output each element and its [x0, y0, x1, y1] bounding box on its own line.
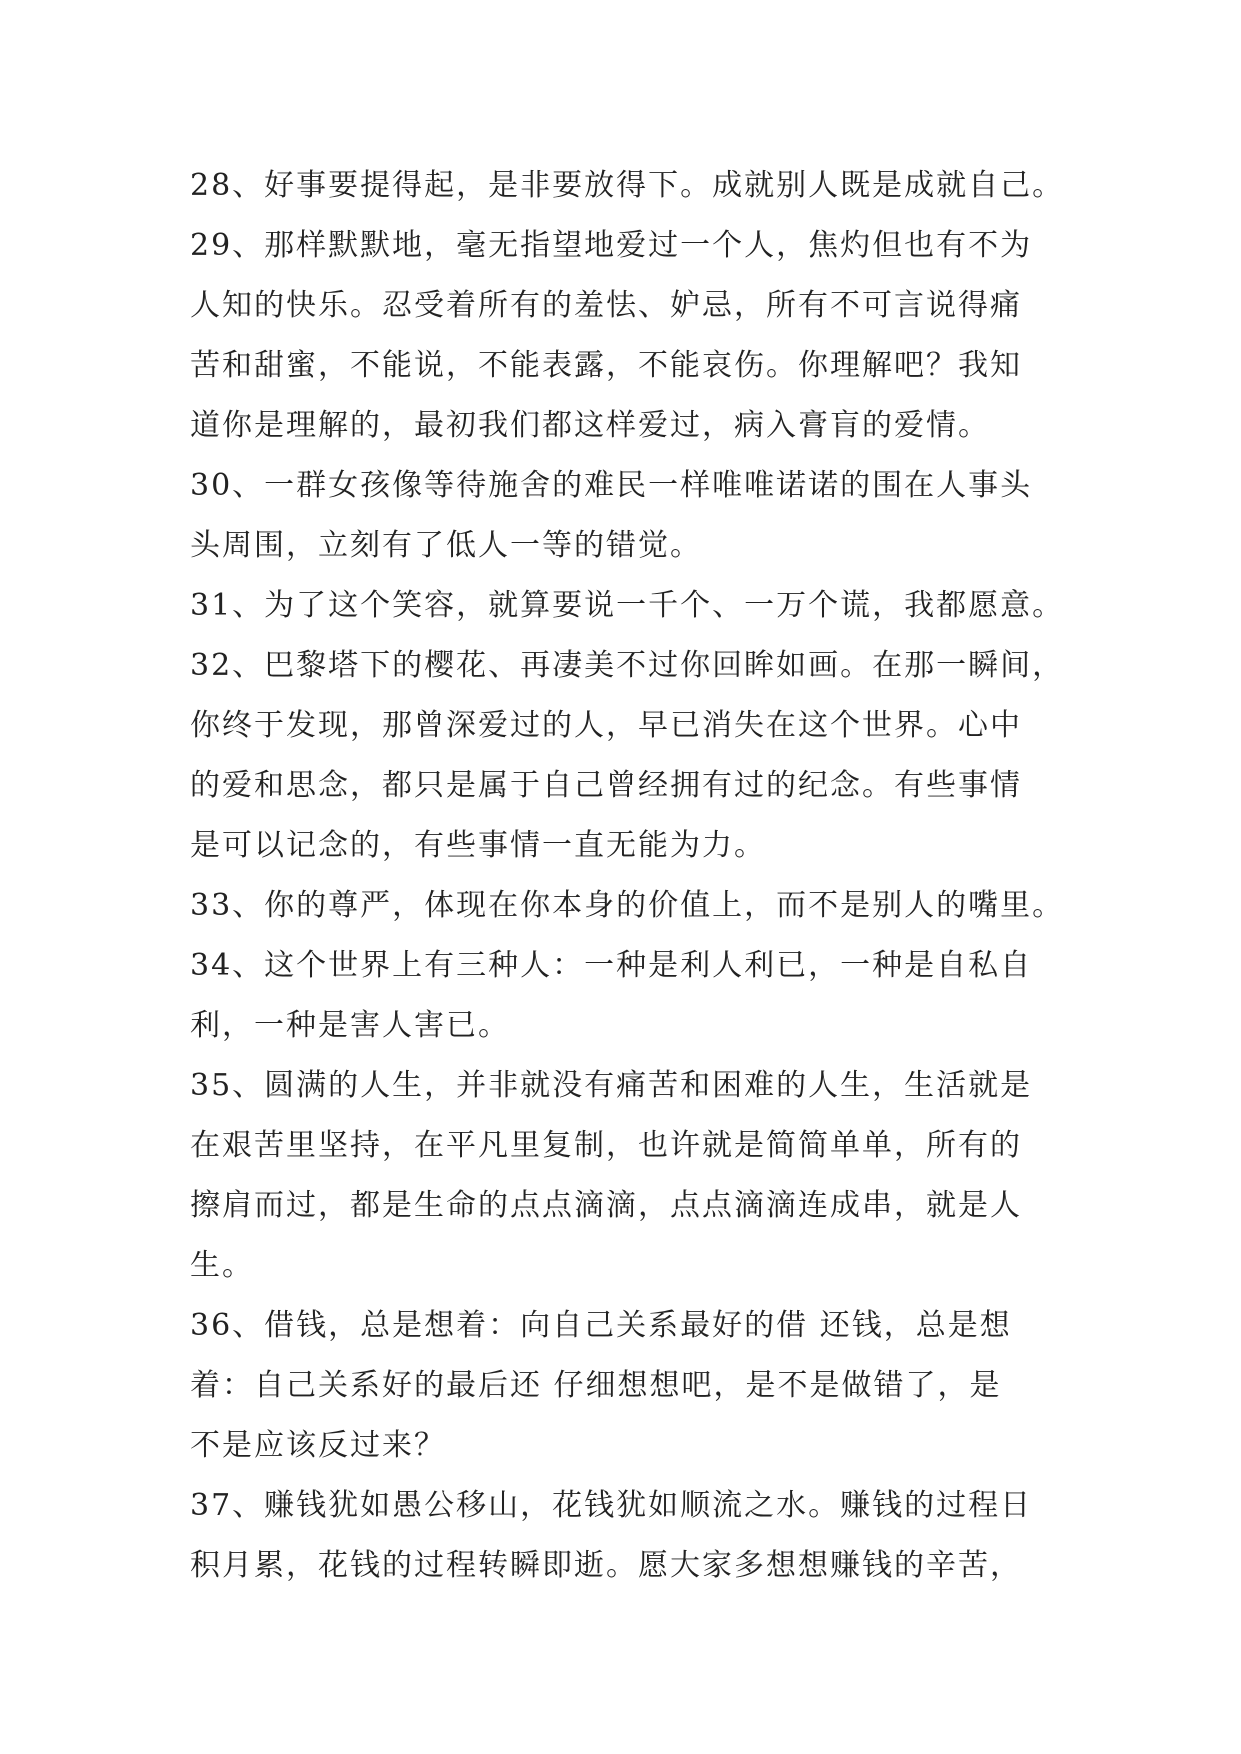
- text-line: 在艰苦里坚持，在平凡里复制，也许就是简简单单，所有的: [190, 1128, 1022, 1163]
- text-line: 头周围，立刻有了低人一等的错觉。: [190, 528, 702, 563]
- text-line: 35、圆满的人生，并非就没有痛苦和困难的人生，生活就是: [190, 1068, 1033, 1103]
- text-line: 是可以记念的，有些事情一直无能为力。: [190, 828, 766, 863]
- text-line: 你终于发现，那曾深爱过的人，早已消失在这个世界。心中: [190, 708, 1022, 743]
- text-line: 36、借钱，总是想着：向自己关系最好的借 还钱，总是想: [190, 1308, 1012, 1343]
- text-line: 生。: [190, 1248, 254, 1283]
- document-body: [190, 156, 1065, 1596]
- text-line: 29、那样默默地，毫无指望地爱过一个人，焦灼但也有不为: [190, 228, 1033, 263]
- text-line: 积月累，花钱的过程转瞬即逝。愿大家多想想赚钱的辛苦，: [190, 1548, 1022, 1583]
- text-line: 的爱和思念，都只是属于自己曾经拥有过的纪念。有些事情: [190, 768, 1022, 803]
- text-line: 着：自己关系好的最后还 仔细想想吧，是不是做错了，是: [190, 1368, 1002, 1403]
- text-line: 33、你的尊严，体现在你本身的价值上，而不是别人的嘴里。: [190, 888, 1065, 923]
- text-line: 34、这个世界上有三种人：一种是利人利已，一种是自私自: [190, 948, 1033, 983]
- text-line: 31、为了这个笑容，就算要说一千个、一万个谎，我都愿意。: [190, 588, 1065, 623]
- text-line: 人知的快乐。忍受着所有的羞怯、妒忌，所有不可言说得痛: [190, 288, 1022, 323]
- text-line: 32、巴黎塔下的樱花、再凄美不过你回眸如画。在那一瞬间，: [190, 648, 1065, 683]
- text-line: 不是应该反过来？: [190, 1428, 446, 1463]
- text-line: 30、一群女孩像等待施舍的难民一样唯唯诺诺的围在人事头: [190, 468, 1033, 503]
- text-line: 利，一种是害人害已。: [190, 1008, 510, 1043]
- text-line: 37、赚钱犹如愚公移山，花钱犹如顺流之水。赚钱的过程日: [190, 1488, 1033, 1523]
- text-line: 擦肩而过，都是生命的点点滴滴，点点滴滴连成串，就是人: [190, 1188, 1022, 1223]
- text-line: 28、好事要提得起，是非要放得下。成就别人既是成就自己。: [190, 168, 1065, 203]
- text-line: 道你是理解的，最初我们都这样爱过，病入膏肓的爱情。: [190, 408, 990, 443]
- text-line: 苦和甜蜜，不能说，不能表露，不能哀伤。你理解吧？我知: [190, 348, 1022, 383]
